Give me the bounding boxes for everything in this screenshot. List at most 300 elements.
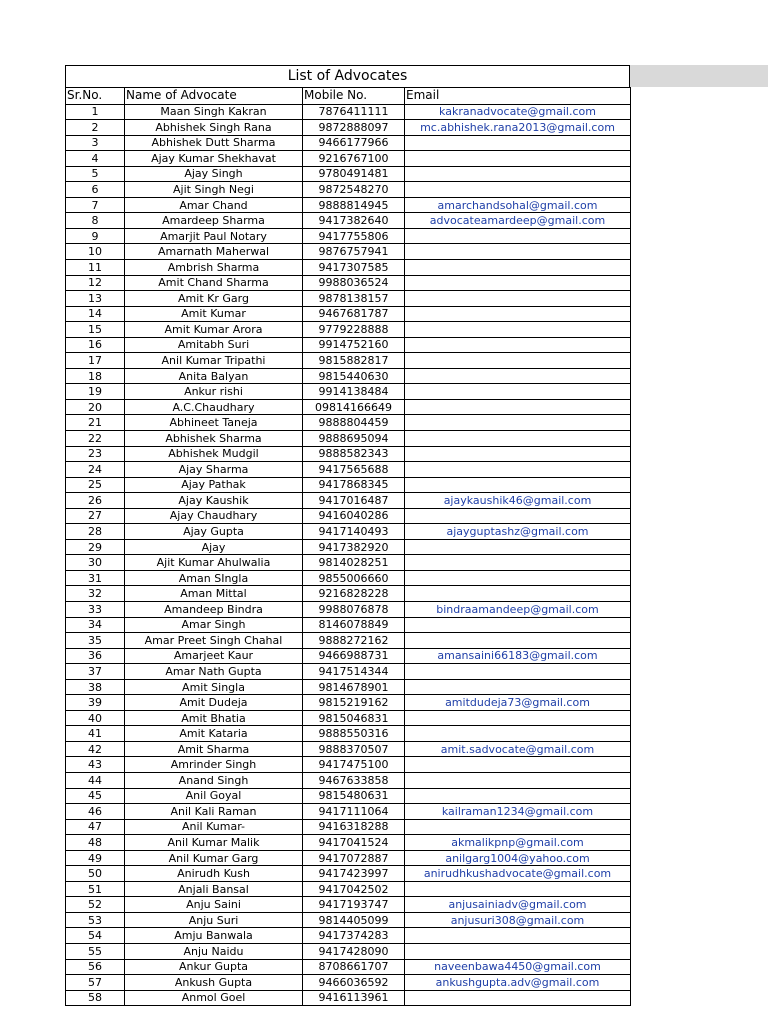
mobile-cell: 9417140493 xyxy=(303,524,405,540)
name-cell: Amarjit Paul Notary xyxy=(125,228,303,244)
mobile-cell: 9988076878 xyxy=(303,602,405,618)
mobile-cell: 9914138484 xyxy=(303,384,405,400)
name-cell: Ajay Kaushik xyxy=(125,493,303,509)
mobile-cell: 9416113961 xyxy=(303,990,405,1006)
sr-no-cell: 57 xyxy=(66,975,125,991)
name-cell: Anil Kali Raman xyxy=(125,804,303,820)
email-cell xyxy=(405,353,631,369)
email-cell xyxy=(405,399,631,415)
name-cell: Anil Kumar Tripathi xyxy=(125,353,303,369)
email-cell[interactable]: amansaini66183@gmail.com xyxy=(405,648,631,664)
mobile-cell: 9815440630 xyxy=(303,368,405,384)
table-row xyxy=(66,151,631,167)
email-cell xyxy=(405,244,631,260)
name-cell: Amrinder Singh xyxy=(125,757,303,773)
email-cell[interactable]: anilgarg1004@yahoo.com xyxy=(405,850,631,866)
name-cell: Ankur rishi xyxy=(125,384,303,400)
email-cell xyxy=(405,275,631,291)
email-cell[interactable]: bindraamandeep@gmail.com xyxy=(405,602,631,618)
name-cell: Ajit Kumar Ahulwalia xyxy=(125,555,303,571)
email-cell xyxy=(405,773,631,789)
email-cell xyxy=(405,944,631,960)
sr-no-cell: 2 xyxy=(66,120,125,136)
table-row xyxy=(66,602,631,618)
table-row xyxy=(66,586,631,602)
table-row xyxy=(66,897,631,913)
mobile-cell: 9417514344 xyxy=(303,664,405,680)
name-cell: Ajit Singh Negi xyxy=(125,182,303,198)
name-cell: Anil Kumar Garg xyxy=(125,850,303,866)
table-row xyxy=(66,493,631,509)
sr-no-cell: 19 xyxy=(66,384,125,400)
table-row xyxy=(66,135,631,151)
email-cell xyxy=(405,990,631,1006)
name-cell: Anil Kumar Malik xyxy=(125,835,303,851)
header-email: Email xyxy=(405,88,631,105)
mobile-cell: 9814405099 xyxy=(303,912,405,928)
name-cell: Abhishek Dutt Sharma xyxy=(125,135,303,151)
sr-no-cell: 50 xyxy=(66,866,125,882)
email-cell xyxy=(405,570,631,586)
mobile-cell: 9417041524 xyxy=(303,835,405,851)
email-cell[interactable]: amarchandsohal@gmail.com xyxy=(405,197,631,213)
name-cell: Ajay Chaudhary xyxy=(125,508,303,524)
table-row xyxy=(66,197,631,213)
mobile-cell: 9417374283 xyxy=(303,928,405,944)
email-cell xyxy=(405,757,631,773)
table-row xyxy=(66,664,631,680)
email-cell[interactable]: ajaykaushik46@gmail.com xyxy=(405,493,631,509)
sr-no-cell: 35 xyxy=(66,633,125,649)
sr-no-cell: 13 xyxy=(66,291,125,307)
name-cell: Anil Kumar- xyxy=(125,819,303,835)
name-cell: Ajay xyxy=(125,539,303,555)
table-row xyxy=(66,944,631,960)
table-row xyxy=(66,555,631,571)
sr-no-cell: 53 xyxy=(66,912,125,928)
mobile-cell: 9855006660 xyxy=(303,570,405,586)
mobile-cell: 9780491481 xyxy=(303,166,405,182)
name-cell: Amar Nath Gupta xyxy=(125,664,303,680)
sr-no-cell: 51 xyxy=(66,881,125,897)
sr-no-cell: 17 xyxy=(66,353,125,369)
mobile-cell: 9888272162 xyxy=(303,633,405,649)
name-cell: Abhishek Sharma xyxy=(125,430,303,446)
sr-no-cell: 4 xyxy=(66,151,125,167)
sr-no-cell: 49 xyxy=(66,850,125,866)
mobile-cell: 9417565688 xyxy=(303,462,405,478)
table-row xyxy=(66,959,631,975)
mobile-cell: 9417423997 xyxy=(303,866,405,882)
sr-no-cell: 42 xyxy=(66,741,125,757)
table-row xyxy=(66,990,631,1006)
sr-no-cell: 30 xyxy=(66,555,125,571)
table-row xyxy=(66,539,631,555)
email-cell xyxy=(405,788,631,804)
email-cell xyxy=(405,228,631,244)
table-row xyxy=(66,244,631,260)
table-row xyxy=(66,120,631,136)
email-cell xyxy=(405,726,631,742)
mobile-cell: 9466177966 xyxy=(303,135,405,151)
table-row xyxy=(66,415,631,431)
mobile-cell: 9888695094 xyxy=(303,430,405,446)
name-cell: Ambrish Sharma xyxy=(125,259,303,275)
sr-no-cell: 40 xyxy=(66,710,125,726)
table-row xyxy=(66,384,631,400)
sr-no-cell: 1 xyxy=(66,104,125,120)
email-cell xyxy=(405,928,631,944)
sr-no-cell: 47 xyxy=(66,819,125,835)
mobile-cell: 9888804459 xyxy=(303,415,405,431)
name-cell: Amandeep Bindra xyxy=(125,602,303,618)
email-cell[interactable]: amit.sadvocate@gmail.com xyxy=(405,741,631,757)
name-cell: Abhishek Singh Rana xyxy=(125,120,303,136)
email-cell[interactable]: kailraman1234@gmail.com xyxy=(405,804,631,820)
mobile-cell: 9467633858 xyxy=(303,773,405,789)
sr-no-cell: 16 xyxy=(66,337,125,353)
table-row xyxy=(66,228,631,244)
name-cell: Anirudh Kush xyxy=(125,866,303,882)
mobile-cell: 8708661707 xyxy=(303,959,405,975)
table-row xyxy=(66,430,631,446)
mobile-cell: 9815046831 xyxy=(303,710,405,726)
mobile-cell: 9417111064 xyxy=(303,804,405,820)
email-cell xyxy=(405,819,631,835)
mobile-cell: 9466988731 xyxy=(303,648,405,664)
sr-no-cell: 23 xyxy=(66,446,125,462)
name-cell: Amardeep Sharma xyxy=(125,213,303,229)
table-row xyxy=(66,182,631,198)
table-row xyxy=(66,928,631,944)
sr-no-cell: 37 xyxy=(66,664,125,680)
table-row xyxy=(66,617,631,633)
name-cell: Aman Mittal xyxy=(125,586,303,602)
email-cell xyxy=(405,617,631,633)
sr-no-cell: 14 xyxy=(66,306,125,322)
table-row xyxy=(66,446,631,462)
sr-no-cell: 9 xyxy=(66,228,125,244)
table-row xyxy=(66,524,631,540)
sr-no-cell: 45 xyxy=(66,788,125,804)
sr-no-cell: 32 xyxy=(66,586,125,602)
sr-no-cell: 38 xyxy=(66,679,125,695)
name-cell: Amit Dudeja xyxy=(125,695,303,711)
sr-no-cell: 33 xyxy=(66,602,125,618)
email-cell xyxy=(405,135,631,151)
sr-no-cell: 12 xyxy=(66,275,125,291)
table-row xyxy=(66,306,631,322)
email-cell xyxy=(405,462,631,478)
name-cell: Anmol Goel xyxy=(125,990,303,1006)
sr-no-cell: 54 xyxy=(66,928,125,944)
sr-no-cell: 29 xyxy=(66,539,125,555)
email-cell[interactable]: akmalikpnp@gmail.com xyxy=(405,835,631,851)
name-cell: Amarnath Maherwal xyxy=(125,244,303,260)
name-cell: Abhineet Taneja xyxy=(125,415,303,431)
table-row xyxy=(66,322,631,338)
mobile-cell: 09814166649 xyxy=(303,399,405,415)
name-cell: Amar Preet Singh Chahal xyxy=(125,633,303,649)
email-cell[interactable]: anjusainiadv@gmail.com xyxy=(405,897,631,913)
name-cell: Ankur Gupta xyxy=(125,959,303,975)
mobile-cell: 9888582343 xyxy=(303,446,405,462)
advocates-table xyxy=(65,87,631,1006)
sr-no-cell: 26 xyxy=(66,493,125,509)
email-cell xyxy=(405,477,631,493)
email-cell xyxy=(405,446,631,462)
email-cell[interactable]: ankushgupta.adv@gmail.com xyxy=(405,975,631,991)
email-cell xyxy=(405,539,631,555)
mobile-cell: 9815480631 xyxy=(303,788,405,804)
name-cell: Amit Bhatia xyxy=(125,710,303,726)
name-cell: Amar Chand xyxy=(125,197,303,213)
email-cell xyxy=(405,166,631,182)
email-cell[interactable]: anirudhkushadvocate@gmail.com xyxy=(405,866,631,882)
sr-no-cell: 48 xyxy=(66,835,125,851)
table-row xyxy=(66,881,631,897)
sr-no-cell: 36 xyxy=(66,648,125,664)
name-cell: Ajay Singh xyxy=(125,166,303,182)
mobile-cell: 9815882817 xyxy=(303,353,405,369)
mobile-cell: 9988036524 xyxy=(303,275,405,291)
sr-no-cell: 22 xyxy=(66,430,125,446)
table-row xyxy=(66,570,631,586)
name-cell: Ankush Gupta xyxy=(125,975,303,991)
mobile-cell: 9216828228 xyxy=(303,586,405,602)
name-cell: Amar Singh xyxy=(125,617,303,633)
table-row xyxy=(66,835,631,851)
table-row xyxy=(66,353,631,369)
email-cell xyxy=(405,664,631,680)
name-cell: Ajay Gupta xyxy=(125,524,303,540)
table-row xyxy=(66,259,631,275)
name-cell: Amit Chand Sharma xyxy=(125,275,303,291)
mobile-cell: 9417307585 xyxy=(303,259,405,275)
mobile-cell: 9914752160 xyxy=(303,337,405,353)
sr-no-cell: 43 xyxy=(66,757,125,773)
sr-no-cell: 27 xyxy=(66,508,125,524)
email-cell xyxy=(405,291,631,307)
sr-no-cell: 52 xyxy=(66,897,125,913)
name-cell: Anju Suri xyxy=(125,912,303,928)
table-row xyxy=(66,726,631,742)
sr-no-cell: 58 xyxy=(66,990,125,1006)
mobile-cell: 9417016487 xyxy=(303,493,405,509)
table-row xyxy=(66,804,631,820)
mobile-cell: 9872548270 xyxy=(303,182,405,198)
name-cell: Amit Kumar Arora xyxy=(125,322,303,338)
sr-no-cell: 15 xyxy=(66,322,125,338)
table-row xyxy=(66,757,631,773)
email-cell xyxy=(405,384,631,400)
table-row xyxy=(66,710,631,726)
table-row xyxy=(66,912,631,928)
sr-no-cell: 21 xyxy=(66,415,125,431)
mobile-cell: 9779228888 xyxy=(303,322,405,338)
sr-no-cell: 24 xyxy=(66,462,125,478)
mobile-cell: 9814028251 xyxy=(303,555,405,571)
email-cell[interactable]: naveenbawa4450@gmail.com xyxy=(405,959,631,975)
name-cell: Amit Singla xyxy=(125,679,303,695)
email-cell xyxy=(405,415,631,431)
table-row xyxy=(66,741,631,757)
email-cell xyxy=(405,337,631,353)
email-cell xyxy=(405,710,631,726)
table-row xyxy=(66,213,631,229)
name-cell: Amit Kumar xyxy=(125,306,303,322)
mobile-cell: 9878138157 xyxy=(303,291,405,307)
sr-no-cell: 56 xyxy=(66,959,125,975)
sr-no-cell: 39 xyxy=(66,695,125,711)
mobile-cell: 9872888097 xyxy=(303,120,405,136)
header-sr-no: Sr.No. xyxy=(66,88,125,105)
email-cell xyxy=(405,881,631,897)
header-gray-band xyxy=(629,65,768,87)
name-cell: Amitabh Suri xyxy=(125,337,303,353)
email-cell xyxy=(405,430,631,446)
email-cell xyxy=(405,679,631,695)
table-row xyxy=(66,477,631,493)
name-cell: Amit Kr Garg xyxy=(125,291,303,307)
mobile-cell: 9416318288 xyxy=(303,819,405,835)
mobile-cell: 7876411111 xyxy=(303,104,405,120)
table-row xyxy=(66,399,631,415)
table-row xyxy=(66,773,631,789)
table-row xyxy=(66,633,631,649)
email-cell[interactable]: advocateamardeep@gmail.com xyxy=(405,213,631,229)
name-cell: Anita Balyan xyxy=(125,368,303,384)
email-cell xyxy=(405,586,631,602)
header-name: Name of Advocate xyxy=(125,88,303,105)
email-cell xyxy=(405,508,631,524)
mobile-cell: 9216767100 xyxy=(303,151,405,167)
sr-no-cell: 20 xyxy=(66,399,125,415)
table-row xyxy=(66,291,631,307)
table-row xyxy=(66,166,631,182)
table-row xyxy=(66,104,631,120)
name-cell: Anil Goyal xyxy=(125,788,303,804)
email-cell xyxy=(405,555,631,571)
email-cell[interactable]: anjusuri308@gmail.com xyxy=(405,912,631,928)
mobile-cell: 9417475100 xyxy=(303,757,405,773)
name-cell: Amju Banwala xyxy=(125,928,303,944)
email-cell xyxy=(405,306,631,322)
name-cell: Aman SIngla xyxy=(125,570,303,586)
mobile-cell: 9417868345 xyxy=(303,477,405,493)
sr-no-cell: 5 xyxy=(66,166,125,182)
email-cell[interactable]: amitdudeja73@gmail.com xyxy=(405,695,631,711)
sr-no-cell: 3 xyxy=(66,135,125,151)
mobile-cell: 9417382640 xyxy=(303,213,405,229)
mobile-cell: 9417072887 xyxy=(303,850,405,866)
name-cell: Ajay Pathak xyxy=(125,477,303,493)
mobile-cell: 9814678901 xyxy=(303,679,405,695)
sr-no-cell: 28 xyxy=(66,524,125,540)
email-cell xyxy=(405,151,631,167)
sr-no-cell: 46 xyxy=(66,804,125,820)
table-row xyxy=(66,679,631,695)
name-cell: Anju Saini xyxy=(125,897,303,913)
mobile-cell: 9888550316 xyxy=(303,726,405,742)
mobile-cell: 9417428090 xyxy=(303,944,405,960)
mobile-cell: 9417042502 xyxy=(303,881,405,897)
table-row xyxy=(66,462,631,478)
table-row xyxy=(66,648,631,664)
name-cell: Amit Kataria xyxy=(125,726,303,742)
sr-no-cell: 44 xyxy=(66,773,125,789)
sr-no-cell: 7 xyxy=(66,197,125,213)
mobile-cell: 9467681787 xyxy=(303,306,405,322)
name-cell: Maan Singh Kakran xyxy=(125,104,303,120)
name-cell: Ajay Sharma xyxy=(125,462,303,478)
table-row xyxy=(66,788,631,804)
sr-no-cell: 18 xyxy=(66,368,125,384)
sr-no-cell: 10 xyxy=(66,244,125,260)
mobile-cell: 9815219162 xyxy=(303,695,405,711)
sr-no-cell: 11 xyxy=(66,259,125,275)
email-cell xyxy=(405,182,631,198)
name-cell: Anand Singh xyxy=(125,773,303,789)
mobile-cell: 9888814945 xyxy=(303,197,405,213)
email-cell[interactable]: kakranadvocate@gmail.com xyxy=(405,104,631,120)
email-cell[interactable]: ajayguptashz@gmail.com xyxy=(405,524,631,540)
email-cell xyxy=(405,368,631,384)
sr-no-cell: 34 xyxy=(66,617,125,633)
header-mobile: Mobile No. xyxy=(303,88,405,105)
table-body xyxy=(66,104,631,1006)
sr-no-cell: 41 xyxy=(66,726,125,742)
mobile-cell: 9417755806 xyxy=(303,228,405,244)
table-row xyxy=(66,975,631,991)
sr-no-cell: 31 xyxy=(66,570,125,586)
name-cell: Ajay Kumar Shekhavat xyxy=(125,151,303,167)
sheet-title: List of Advocates xyxy=(65,65,630,87)
name-cell: A.C.Chaudhary xyxy=(125,399,303,415)
name-cell: Abhishek Mudgil xyxy=(125,446,303,462)
mobile-cell: 9417382920 xyxy=(303,539,405,555)
email-cell[interactable]: mc.abhishek.rana2013@gmail.com xyxy=(405,120,631,136)
table-row xyxy=(66,866,631,882)
sr-no-cell: 6 xyxy=(66,182,125,198)
table-row xyxy=(66,368,631,384)
table-row xyxy=(66,819,631,835)
name-cell: Anju Naidu xyxy=(125,944,303,960)
mobile-cell: 9416040286 xyxy=(303,508,405,524)
mobile-cell: 9466036592 xyxy=(303,975,405,991)
sr-no-cell: 8 xyxy=(66,213,125,229)
name-cell: Amit Sharma xyxy=(125,741,303,757)
mobile-cell: 9876757941 xyxy=(303,244,405,260)
mobile-cell: 9888370507 xyxy=(303,741,405,757)
advocates-sheet xyxy=(65,65,630,1006)
table-row xyxy=(66,337,631,353)
table-row xyxy=(66,695,631,711)
email-cell xyxy=(405,259,631,275)
email-cell xyxy=(405,633,631,649)
table-row xyxy=(66,275,631,291)
sr-no-cell: 25 xyxy=(66,477,125,493)
name-cell: Anjali Bansal xyxy=(125,881,303,897)
email-cell xyxy=(405,322,631,338)
table-row xyxy=(66,508,631,524)
name-cell: Amarjeet Kaur xyxy=(125,648,303,664)
table-row xyxy=(66,850,631,866)
mobile-cell: 8146078849 xyxy=(303,617,405,633)
header-row xyxy=(66,88,631,105)
sr-no-cell: 55 xyxy=(66,944,125,960)
mobile-cell: 9417193747 xyxy=(303,897,405,913)
